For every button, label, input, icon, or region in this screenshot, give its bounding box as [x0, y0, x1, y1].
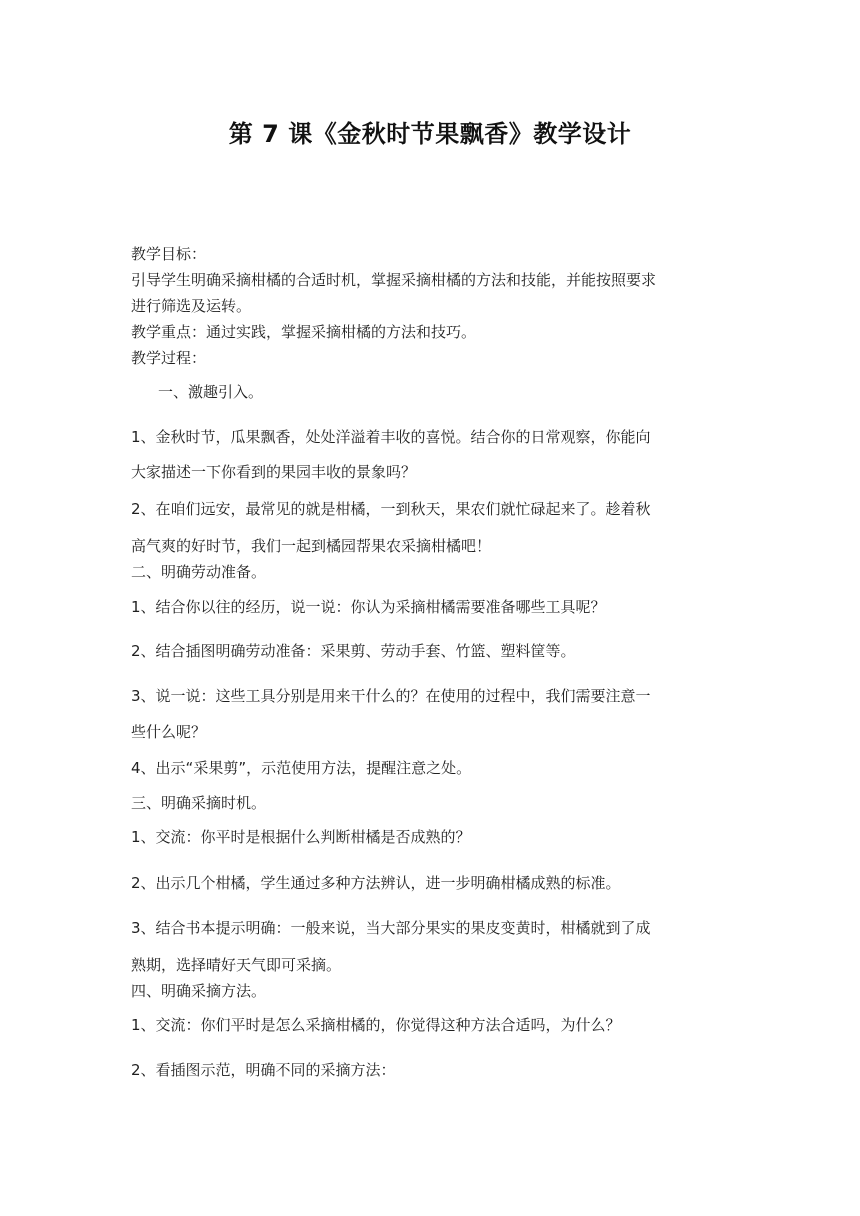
text-line: 1、交流：你们平时是怎么采摘柑橘的，你觉得这种方法合适吗，为什么？ — [131, 1016, 621, 1034]
text-line: 3、结合书本提示明确：一般来说，当大部分果实的果皮变黄时，柑橘就到了成 — [131, 919, 651, 937]
text-line: 4、出示“采果剪”，示范使用方法，提醒注意之处。 — [131, 759, 472, 777]
section-heading: 一、激趣引入。 — [158, 383, 264, 401]
text-line: 熟期，选择晴好天气即可采摘。 — [131, 956, 342, 974]
text-line: 引导学生明确采摘柑橘的合适时机，掌握采摘柑橘的方法和技能，并能按照要求 — [131, 271, 657, 289]
text-line: 教学重点：通过实践，掌握采摘柑橘的方法和技巧。 — [131, 323, 477, 341]
text-line: 教学过程： — [131, 349, 207, 367]
section-heading: 二、明确劳动准备。 — [131, 563, 267, 581]
text-line: 大家描述一下你看到的果园丰收的景象吗？ — [131, 463, 417, 481]
text-line: 2、出示几个柑橘，学生通过多种方法辨认，进一步明确柑橘成熟的标准。 — [131, 874, 621, 892]
text-line: 高气爽的好时节，我们一起到橘园帮果农采摘柑橘吧！ — [131, 537, 492, 555]
text-line: 2、结合插图明确劳动准备：采果剪、劳动手套、竹篮、塑料筐等。 — [131, 642, 576, 660]
text-line: 进行筛选及运转。 — [131, 297, 252, 315]
text-line: 1、交流：你平时是根据什么判断柑橘是否成熟的？ — [131, 828, 471, 846]
text-line: 2、在咱们远安，最常见的就是柑橘，一到秋天，果农们就忙碌起来了。趁着秋 — [131, 500, 651, 518]
text-line: 些什么呢？ — [131, 723, 207, 741]
section-heading: 三、明确采摘时机。 — [131, 794, 267, 812]
text-line: 2、看插图示范，明确不同的采摘方法： — [131, 1061, 396, 1079]
text-line: 3、说一说：这些工具分别是用来干什么的？在使用的过程中，我们需要注意一 — [131, 687, 651, 705]
text-line: 1、结合你以往的经历，说一说：你认为采摘柑橘需要准备哪些工具呢？ — [131, 598, 606, 616]
document-title: 第 7 课《金秋时节果飘香》教学设计 — [228, 120, 632, 148]
text-line: 教学目标： — [131, 245, 207, 263]
text-line: 1、金秋时节，瓜果飘香，处处洋溢着丰收的喜悦。结合你的日常观察，你能向 — [131, 428, 651, 446]
section-heading: 四、明确采摘方法。 — [131, 982, 267, 1000]
